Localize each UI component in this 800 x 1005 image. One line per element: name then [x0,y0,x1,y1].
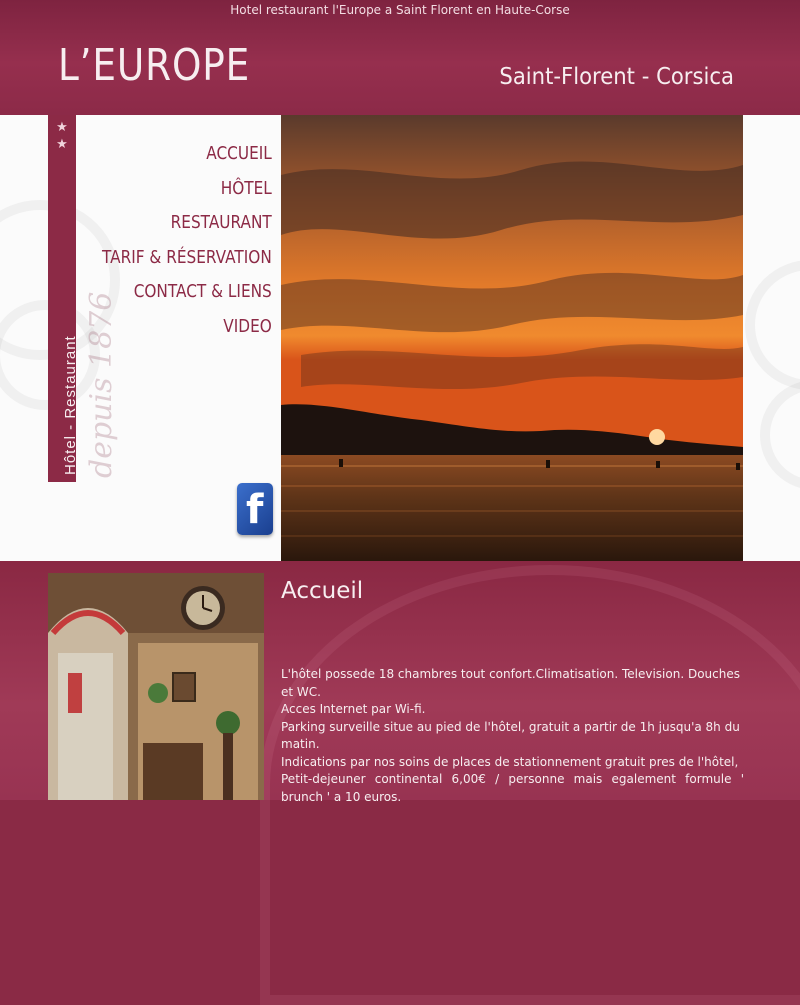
paragraph-parking: Parking surveille situe au pied de l'hôtel, gratuit a partir de 1h jusqu'a 8h du matin. [281,719,740,751]
nav-item-hotel[interactable]: HÔTEL [220,177,272,199]
accueil-content [281,666,744,806]
paragraph-internet: Acces Internet par Wi-fi. [281,702,426,716]
page-title: Accueil [281,578,364,604]
site-logo[interactable]: L’EUROPE [58,40,251,91]
stars-rating: ★ ★ [56,119,68,151]
paragraph-indications: Indications par nos soins de places de stationnement gratuit pres de l'hôtel, [281,754,739,769]
location-tagline: Saint-Florent - Corsica [499,64,734,90]
site-caption: Hotel restaurant l'Europe a Saint Florent en Haute-Corse [230,3,570,17]
vertical-hotel-restaurant-label: Hôtel - Restaurant [62,335,79,475]
paragraph-breakfast: Petit-dejeuner continental 6,00€ / personne mais egalement formule ' brunch ' a 10 euros. [281,772,744,804]
nav-item-tarif-reservation[interactable]: TARIF & RÉSERVATION [102,246,272,268]
nav-item-restaurant[interactable]: RESTAURANT [170,212,272,233]
nav-item-contact-liens[interactable]: CONTACT & LIENS [133,281,272,302]
facebook-icon[interactable] [237,483,273,535]
sunset-photo [281,115,743,561]
nav-item-video[interactable]: VIDEO [223,315,272,337]
main-navigation [72,137,272,344]
facebook-glyph: f [246,487,264,533]
paragraph-rooms: L'hôtel possede 18 chambres tout confort.Climatisation. Television. Douches et WC. [281,667,740,699]
hotel-interior-image [48,573,264,800]
nav-item-accueil[interactable]: ACCUEIL [206,143,272,164]
interior-photo [48,573,264,800]
established-since-label: depuis 1876 [84,291,119,478]
sunset-image [281,115,743,561]
